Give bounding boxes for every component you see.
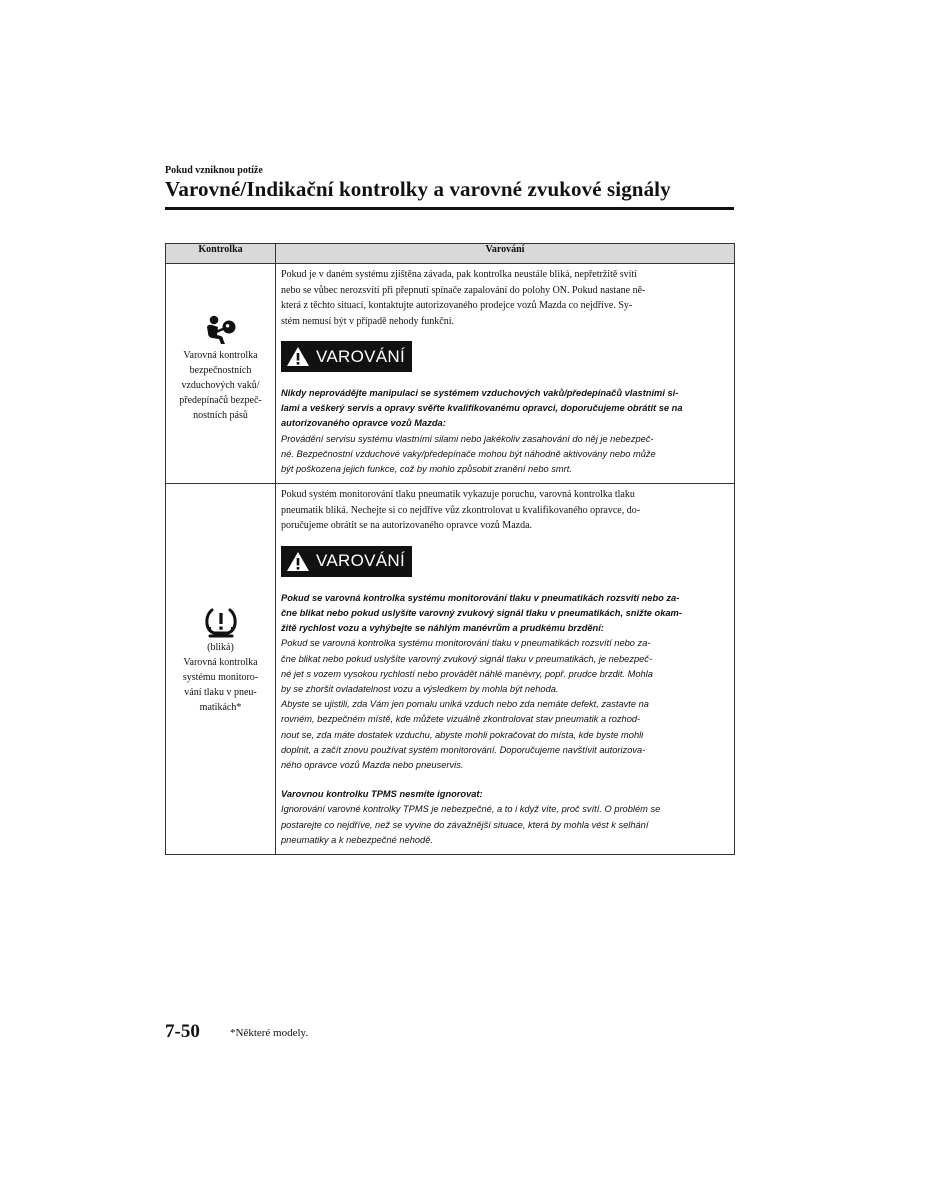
- description-text: Pokud je v daném systému zjištěna závada, pak kontrolka neustále bliká, nepřetržitě svítí nebo se vůbec nerozsvítí při přepnutí spínače zapalování do polohy ON. Pokud nastane ně- která z těchto situací, kontaktujte autorizovaného prodejce vozů Mazda co nejdříve. Sy- stém nemusí být v případě nehody funkční.: [281, 269, 646, 327]
- page-number: 7-50: [165, 1021, 200, 1042]
- column-header-warning: Varování: [276, 244, 735, 264]
- table-row: [166, 484, 735, 855]
- warning-cell-tpms: [276, 484, 735, 855]
- indicator-label-line: bezpečnostních: [189, 365, 252, 376]
- airbag-warning-icon: [204, 315, 238, 345]
- warning-triangle-icon: [286, 551, 310, 572]
- warning-heading-2: Varovnou kontrolku TPMS nesmíte ignorovat:: [281, 789, 483, 800]
- warning-lights-table: [165, 243, 735, 855]
- indicator-label-line: vzduchových vaků/: [181, 380, 260, 391]
- title-rule: [165, 207, 734, 210]
- tire-pressure-warning-icon: [203, 606, 239, 638]
- column-header-indicator: Kontrolka: [166, 244, 276, 264]
- section-label: Pokud vzniknou potíže: [165, 165, 263, 176]
- indicator-label-line: Varovná kontrolka: [183, 657, 258, 669]
- table-header-row: [166, 244, 735, 264]
- warning-badge-label: VAROVÁNÍ: [316, 346, 405, 366]
- warning-text: Pokud se varovná kontrolka systému monitorování tlaku v pneumatikách rozsvítí nebo za- čne blikat nebo pokud uslyšíte varovný zvukový signál tlaku v pneumatikách, je nebezpeč- né jet s vozem vysokou rychlostí nebo provádět náhlé manévry, popř. prudce brzdit. Mohla by se zhoršit ovladatelnost vozu a výsledkem by mohla být nehoda. Abyste se ujistili, zda Vám jen pomalu uniká vzduch nebo zda nemáte defekt, zastavte na rovném, bezpečném místě, kde můžete vizuálně zkontrolovat stav pneumatik a rozhod- nout se, zda máte dostatek vzduchu, abyste mohli pokračovat do místa, kde byste mohli doplnit, a začít znovu používat systém monitorování. Doporučujeme navštívit autorizova- ného opravce vozů Mazda nebo pneuservis.: [281, 638, 653, 770]
- indicator-cell-tpms: [166, 484, 276, 855]
- warning-heading: Nikdy neprovádějte manipulaci se systémem vzduchových vaků/předepínačů vlastními si- lami a veškerý servis a opravy svěřte kvalifikovanému opravci, doporučujeme obrátit se na autorizovaného opravce vozů Mazda:: [281, 388, 683, 429]
- indicator-label-line: předepínačů bezpeč-: [179, 395, 262, 406]
- indicator-label-line: vání tlaku v pneu-: [184, 687, 257, 699]
- warning-triangle-icon: [286, 346, 310, 367]
- indicator-label-line: nostních pásů: [193, 410, 248, 421]
- warning-badge-label: VAROVÁNÍ: [316, 551, 405, 571]
- indicator-label-line: Varovná kontrolka: [183, 350, 258, 361]
- footnote: *Některé modely.: [230, 1027, 309, 1039]
- indicator-label-line: matikách*: [199, 702, 242, 714]
- warning-heading: Pokud se varovná kontrolka systému monitorování tlaku v pneumatikách rozsvítí nebo za- čne blikat nebo pokud uslyšíte varovný zvukový signál tlaku v pneumatikách, snižte okam- žitě rychlost vozu a vyhýbejte se náhlým manévrům a prudkému brzdění:: [281, 592, 682, 634]
- indicator-label-line: (bliká): [207, 642, 234, 654]
- table-row: [166, 264, 735, 484]
- page-title: Varovné/Indikační kontrolky a varovné zvukové signály: [165, 177, 671, 201]
- indicator-label-line: systému monitoro-: [182, 672, 259, 684]
- warning-badge: [281, 546, 412, 577]
- indicator-cell-airbag: [166, 264, 276, 484]
- warning-text: Provádění servisu systému vlastními silami nebo jakékoliv zasahování do něj je nebezpeč- né. Bezpečnostní vzduchové vaky/předepínače mohou být náhodně aktivovány nebo může být poškozena jejich funkce, což by mohlo způsobit zranění nebo smrt.: [281, 433, 656, 475]
- warning-text-2: Ignorování varovné kontrolky TPMS je nebezpečné, a to i když víte, proč svítí. O problém se postarejte co nejdříve, než se vyvine do závažnější situace, která by mohla vést k selhání pneumatiky a k nebezpečné nehodě.: [281, 804, 661, 845]
- description-text: Pokud systém monitorování tlaku pneumatik vykazuje poruchu, varovná kontrolka tlaku pneumatik bliká. Nechejte si co nejdříve vůz zkontrolovat u kvalifikovaného opravce, do- poručujeme obrátit se na autorizovaného opravce vozů Mazda.: [281, 489, 641, 532]
- warning-cell-airbag: [276, 264, 735, 484]
- warning-badge: [281, 341, 412, 372]
